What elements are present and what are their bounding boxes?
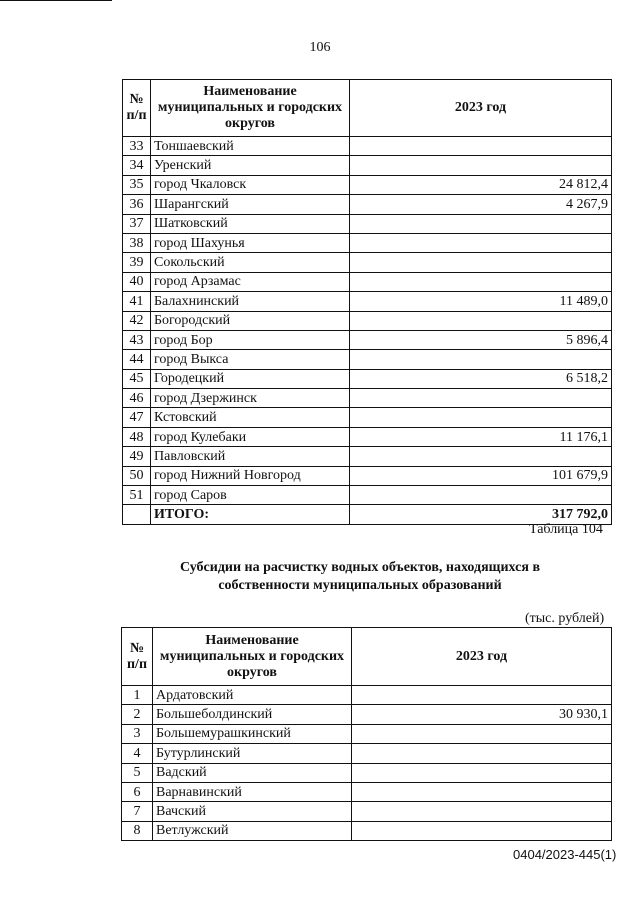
total-value: 317 792,0 [350,505,612,524]
row-value: 101 679,9 [350,466,612,485]
table-row [122,744,612,763]
municipality-name: Шатковский [151,214,350,233]
row-number: 43 [123,330,151,349]
row-number: 51 [123,486,151,505]
table-row [123,427,612,446]
table-row [123,350,612,369]
row-value [350,214,612,233]
row-value [350,233,612,252]
municipality-name: Сокольский [151,253,350,272]
table-row [123,447,612,466]
row-number: 46 [123,389,151,408]
table-row [123,156,612,175]
row-number: 47 [123,408,151,427]
table-row [122,821,612,840]
table-row [123,214,612,233]
row-value [352,782,612,801]
municipality-name: Кстовский [151,408,350,427]
header-name: Наименование муниципальных и городских округов [153,628,352,686]
total-empty-cell [123,505,151,524]
municipality-name: Городецкий [151,369,350,388]
table-row [123,466,612,485]
row-value [350,311,612,330]
row-number: 40 [123,272,151,291]
municipality-name: Балахнинский [151,292,350,311]
row-value [352,724,612,743]
municipality-name: Ардатовский [153,686,352,705]
row-number: 49 [123,447,151,466]
row-number: 37 [123,214,151,233]
section-title-line-2: собственности муниципальных образований [218,578,502,593]
header-year: 2023 год [352,628,612,686]
row-value [350,156,612,175]
municipality-name: Большеболдинский [153,705,352,724]
table-row [123,369,612,388]
row-number: 34 [123,156,151,175]
row-number: 4 [122,744,153,763]
row-number: 8 [122,821,153,840]
row-number: 39 [123,253,151,272]
row-value [352,686,612,705]
table-row [123,389,612,408]
row-value [350,272,612,291]
municipality-name: город Саров [151,486,350,505]
table-row [123,137,612,156]
table-row [122,802,612,821]
row-value [350,486,612,505]
total-label: ИТОГО: [151,505,350,524]
table-header-row [123,80,612,137]
municipality-name: Уренский [151,156,350,175]
municipality-name: город Нижний Новгород [151,466,350,485]
row-value [352,821,612,840]
row-value [352,763,612,782]
row-number: 48 [123,427,151,446]
table-row [123,311,612,330]
row-value: 30 930,1 [352,705,612,724]
row-value: 4 267,9 [350,195,612,214]
table-row [122,782,612,801]
municipality-name: город Арзамас [151,272,350,291]
municipality-name: Ветлужский [153,821,352,840]
table-header-row [122,628,612,686]
row-value: 11 176,1 [350,427,612,446]
header-name: Наименование муниципальных и городских округов [151,80,350,137]
section-title [140,559,580,595]
row-number: 2 [122,705,153,724]
municipality-name: Тоншаевский [151,137,350,156]
document-code: 0404/2023-445(1) [513,847,617,862]
row-number: 50 [123,466,151,485]
section-title-line-1: Субсидии на расчистку водных объектов, находящихся в [179,560,541,575]
row-number: 5 [122,763,153,782]
header-year: 2023 год [350,80,612,137]
row-value [350,350,612,369]
row-value [352,802,612,821]
municipality-name: город Выкса [151,350,350,369]
page-number: 106 [309,40,331,55]
row-number: 38 [123,233,151,252]
row-number: 6 [122,782,153,801]
row-number: 44 [123,350,151,369]
municipality-name: Варнавинский [153,782,352,801]
subsidy-table-water-objects [121,627,612,841]
row-number: 41 [123,292,151,311]
row-number: 45 [123,369,151,388]
row-value: 6 518,2 [350,369,612,388]
table-row [123,195,612,214]
municipality-name: город Кулебаки [151,427,350,446]
municipality-name: город Дзержинск [151,389,350,408]
row-value: 5 896,4 [350,330,612,349]
table-caption: Таблица 104 [529,522,603,537]
table-row [122,763,612,782]
row-number: 35 [123,175,151,194]
municipality-name: город Бор [151,330,350,349]
municipality-name: Шарангский [151,195,350,214]
row-value: 24 812,4 [350,175,612,194]
subsidy-table-continued [122,79,612,525]
table-row [123,330,612,349]
table-row [122,724,612,743]
table-row [123,233,612,252]
table-row [123,175,612,194]
row-value [350,447,612,466]
municipality-name: Павловский [151,447,350,466]
municipality-name: город Чкаловск [151,175,350,194]
row-number: 42 [123,311,151,330]
header-number: № п/п [122,628,153,686]
municipality-name: Богородский [151,311,350,330]
corner-rule [0,0,112,1]
table-row [123,408,612,427]
row-value [350,389,612,408]
units-note: (тыс. рублей) [525,611,605,626]
row-number: 3 [122,724,153,743]
row-value [350,137,612,156]
table-row [123,272,612,291]
row-number: 36 [123,195,151,214]
municipality-name: город Шахунья [151,233,350,252]
row-number: 7 [122,802,153,821]
municipality-name: Вадский [153,763,352,782]
row-number: 1 [122,686,153,705]
municipality-name: Бутурлинский [153,744,352,763]
header-number: № п/п [123,80,151,137]
table-row [122,686,612,705]
municipality-name: Вачский [153,802,352,821]
row-value: 11 489,0 [350,292,612,311]
row-value [352,744,612,763]
table-row [122,705,612,724]
table-row [123,292,612,311]
row-value [350,253,612,272]
row-number: 33 [123,137,151,156]
table-row [123,486,612,505]
table-row [123,253,612,272]
row-value [350,408,612,427]
municipality-name: Большемурашкинский [153,724,352,743]
